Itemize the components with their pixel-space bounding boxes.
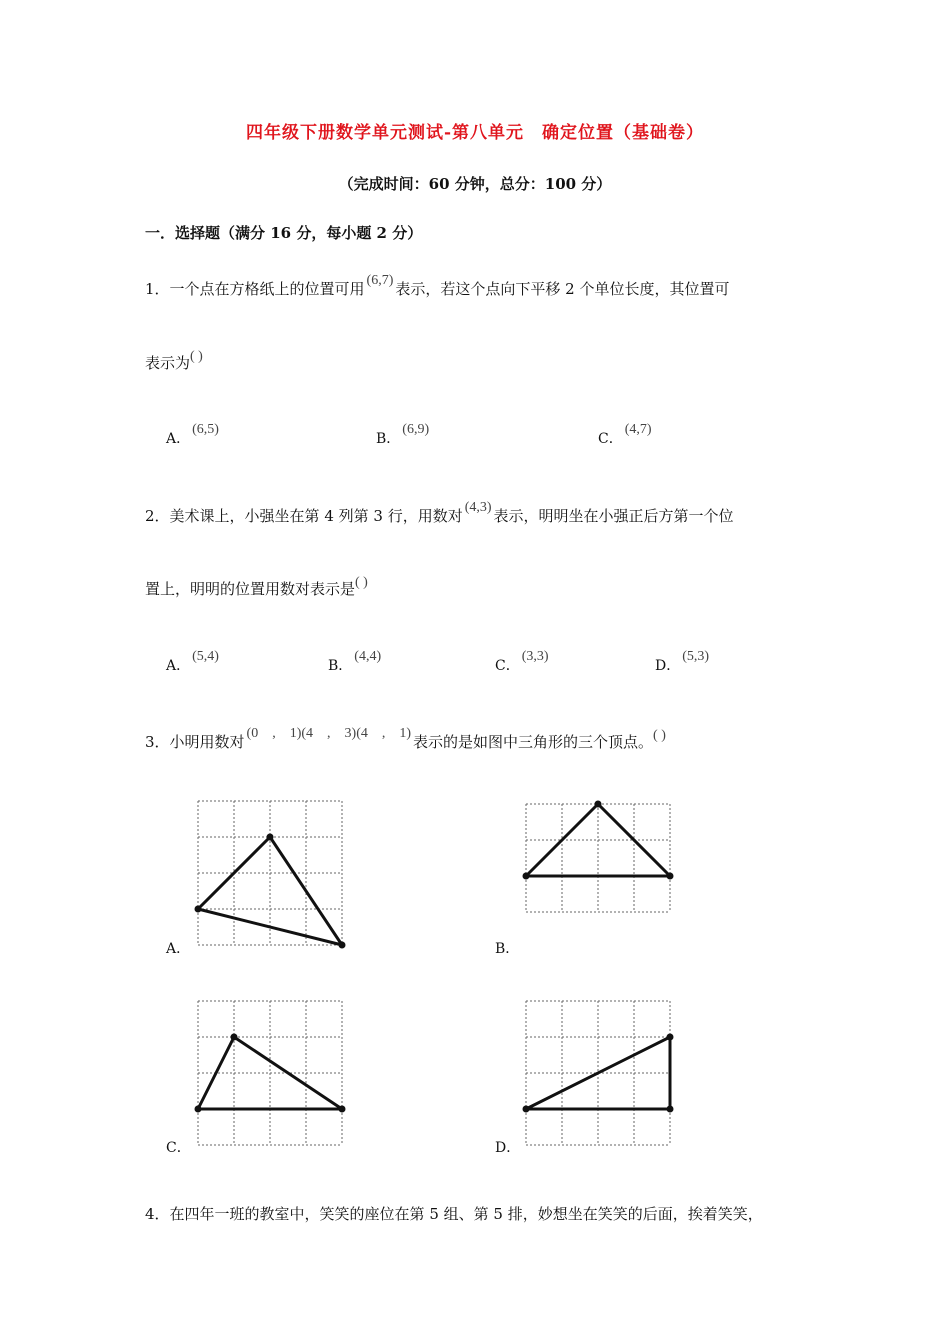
q3-figure-b[interactable] xyxy=(522,800,674,916)
question-3-text-a: 3．小明用数对 xyxy=(145,733,245,751)
vertex-dot xyxy=(523,873,530,880)
vertex-dot xyxy=(339,942,346,949)
q1-option-a[interactable] xyxy=(166,422,221,448)
question-2-line-1 xyxy=(145,500,734,526)
answer-blank: ( ) xyxy=(355,575,368,590)
question-1-text-a: 1．一个点在方格纸上的位置可用 xyxy=(145,280,365,298)
q2-option-d[interactable] xyxy=(655,649,711,675)
answer-blank: ( ) xyxy=(653,728,666,743)
q3-figure-a[interactable] xyxy=(194,797,346,949)
vertex-dot xyxy=(667,1106,674,1113)
question-3-text-b: 表示的是如图中三角形的三个顶点。 xyxy=(413,733,654,751)
q1-option-c[interactable] xyxy=(598,422,654,448)
q3-figure-d[interactable] xyxy=(522,997,674,1147)
vertex-dot xyxy=(195,1106,202,1113)
q2-option-b[interactable] xyxy=(328,649,383,675)
question-1-text-b: 表示，若这个点向下平移 2 个单位长度，其位置可 xyxy=(395,280,730,298)
option-value: (5,3) xyxy=(682,649,710,664)
option-label: B． xyxy=(328,658,353,674)
question-3-pairs: (0 , 1)(4 , 3)(4 , 1) xyxy=(246,726,412,741)
vertex-dot xyxy=(595,801,602,808)
option-label: D． xyxy=(655,658,681,674)
exam-info: （完成时间：60 分钟，总分：100 分） xyxy=(338,175,612,193)
question-1-pair: (6,7) xyxy=(366,273,394,288)
vertex-dot xyxy=(231,1034,238,1041)
vertex-dot xyxy=(267,834,274,841)
vertex-dot xyxy=(667,1034,674,1041)
q1-option-b[interactable] xyxy=(376,422,431,448)
question-2-text-a: 2．美术课上，小强坐在第 4 列第 3 行，用数对 xyxy=(145,507,463,525)
question-2-pair: (4,3) xyxy=(464,500,492,515)
vertex-dot xyxy=(667,873,674,880)
q2-option-a[interactable] xyxy=(166,649,221,675)
option-value: (4,4) xyxy=(354,649,382,664)
section-heading: 一．选择题（满分 16 分，每小题 2 分） xyxy=(145,224,423,242)
option-label: A． xyxy=(166,658,191,674)
q3-figure-c[interactable] xyxy=(194,997,346,1147)
vertex-dot xyxy=(339,1106,346,1113)
option-label: C． xyxy=(495,658,520,674)
question-1-text-c: 表示为 xyxy=(145,354,191,372)
q2-option-c[interactable] xyxy=(495,649,551,675)
q3-option-b-label[interactable]: B． xyxy=(495,941,520,957)
question-2-text-c: 置上，明明的位置用数对表示是 xyxy=(145,580,356,598)
option-value: (3,3) xyxy=(521,649,549,664)
option-value: (4,7) xyxy=(624,422,652,437)
option-value: (6,5) xyxy=(192,422,219,437)
question-1-line-1 xyxy=(145,273,730,299)
q3-option-d-label[interactable]: D． xyxy=(495,1140,521,1156)
vertex-dot xyxy=(195,906,202,913)
option-label: A． xyxy=(166,431,191,447)
question-2-line-2 xyxy=(145,575,368,599)
question-1-line-2 xyxy=(145,349,203,373)
option-value: (5,4) xyxy=(192,649,219,664)
page-title: 四年级下册数学单元测试-第八单元 确定位置（基础卷） xyxy=(245,123,705,143)
option-value: (6,9) xyxy=(402,422,430,437)
question-4-line-1: 4．在四年一班的教室中，笑笑的座位在第 5 组、第 5 排，妙想坐在笑笑的后面，挨着笑笑， xyxy=(145,1205,763,1223)
q3-option-a-label[interactable]: A． xyxy=(166,941,191,957)
answer-blank: ( ) xyxy=(190,349,203,364)
question-2-text-b: 表示，明明坐在小强正后方第一个位 xyxy=(493,507,734,525)
q3-option-c-label[interactable]: C． xyxy=(166,1140,191,1156)
question-3-line-1 xyxy=(145,726,666,752)
option-label: B． xyxy=(376,431,401,447)
option-label: C． xyxy=(598,431,623,447)
vertex-dot xyxy=(523,1106,530,1113)
